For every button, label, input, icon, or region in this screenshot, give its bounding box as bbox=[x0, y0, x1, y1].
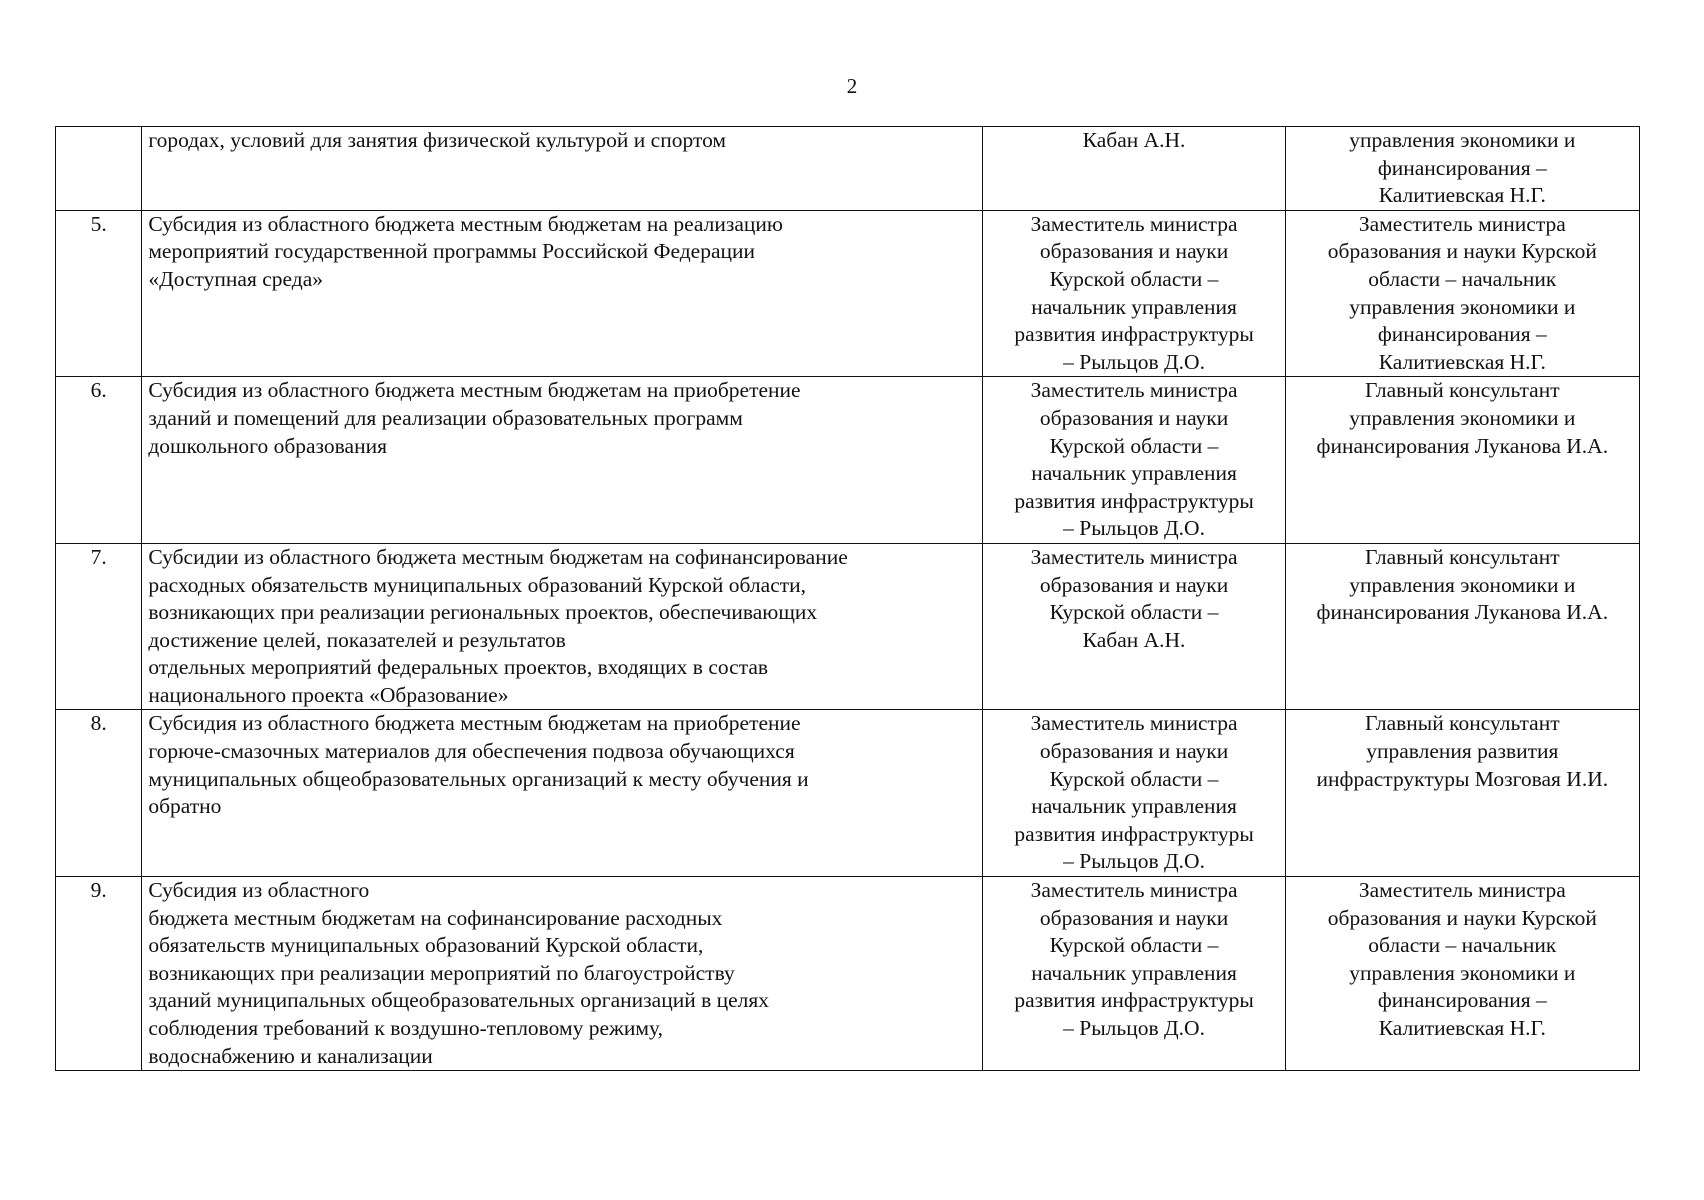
responsible-official-text: Заместитель министра образования и науки Курской области – начальник управления развития инфраструктуры – Рыльцов Д.О. bbox=[1014, 211, 1254, 374]
subsidy-description bbox=[142, 377, 983, 544]
responsible-official bbox=[983, 210, 1285, 377]
executor bbox=[1285, 127, 1639, 211]
responsible-official bbox=[983, 710, 1285, 877]
subsidy-description-text: Субсидия из областного бюджета местным бюджетам на реализацию мероприятий государственной программы Российской Федерации «Доступная среда» bbox=[148, 211, 783, 291]
responsible-official bbox=[983, 543, 1285, 710]
executor bbox=[1285, 377, 1639, 544]
row-number-text: 8. bbox=[90, 711, 107, 736]
executor-text: управления экономики и финансирования – Калитиевская Н.Г. bbox=[1349, 128, 1576, 208]
executor bbox=[1285, 543, 1639, 710]
subsidy-description bbox=[142, 127, 983, 211]
subsidy-description-text: городах, условий для занятия физической культурой и спортом bbox=[148, 128, 727, 152]
subsidy-description bbox=[142, 543, 983, 710]
row-number bbox=[56, 543, 142, 710]
responsibility-table bbox=[55, 126, 1640, 1071]
subsidy-description-text: Субсидия из областного бюджета местным бюджетам на приобретение горюче-смазочных материалов для обеспечения подвоза обучающихся муниципальных общеобразовательных организаций к месту обучения и обратно bbox=[148, 711, 809, 819]
executor bbox=[1285, 877, 1639, 1071]
table-row bbox=[56, 710, 1640, 877]
subsidy-description bbox=[142, 877, 983, 1071]
responsible-official bbox=[983, 127, 1285, 211]
subsidy-description-text: Субсидия из областного бюджета местным бюджетам на софинансирование расходных обязательств муниципальных образований Курской области, возникающих при реализации мероприятий по благоустройству зданий муниципальных общеобразовательных организаций в целях соблюдения требований к воздушно-тепловому режиму, водоснабжению и канализации bbox=[148, 878, 770, 1068]
executor bbox=[1285, 710, 1639, 877]
responsible-official-text: Заместитель министра образования и науки Курской области – начальник управления развития инфраструктуры – Рыльцов Д.О. bbox=[1014, 378, 1254, 541]
table-row bbox=[56, 377, 1640, 544]
row-number-text: 7. bbox=[90, 544, 107, 569]
row-number-text: 6. bbox=[90, 378, 107, 403]
executor-text: Главный консультант управления экономики и финансирования Луканова И.А. bbox=[1316, 544, 1609, 625]
responsible-official-text: Заместитель министра образования и науки Курской области – Кабан А.Н. bbox=[1030, 544, 1238, 652]
table-row bbox=[56, 543, 1640, 710]
executor-text: Заместитель министра образования и науки Курской области – начальник управления экономики и финансирования – Калитиевская Н.Г. bbox=[1327, 878, 1597, 1040]
table-row bbox=[56, 127, 1640, 211]
executor-text: Главный консультант управления развития инфраструктуры Мозговая И.И. bbox=[1316, 711, 1609, 791]
responsible-official-text: Заместитель министра образования и науки Курской области – начальник управления развития инфраструктуры – Рыльцов Д.О. bbox=[1014, 878, 1254, 1040]
executor-text: Заместитель министра образования и науки Курской области – начальник управления экономики и финансирования – Калитиевская Н.Г. bbox=[1327, 211, 1597, 374]
responsible-official bbox=[983, 377, 1285, 544]
table-row bbox=[56, 877, 1640, 1071]
row-number bbox=[56, 377, 142, 544]
subsidy-description bbox=[142, 210, 983, 377]
row-number bbox=[56, 127, 142, 211]
row-number bbox=[56, 877, 142, 1071]
subsidy-description bbox=[142, 710, 983, 877]
row-number-text: 9. bbox=[90, 878, 107, 903]
responsible-official-text: Кабан А.Н. bbox=[1082, 128, 1186, 152]
responsible-official bbox=[983, 877, 1285, 1071]
subsidy-description-text: Субсидия из областного бюджета местным бюджетам на приобретение зданий и помещений для реализации образовательных программ дошкольного образования bbox=[148, 378, 801, 458]
row-number-text: 5. bbox=[90, 211, 107, 236]
row-number bbox=[56, 710, 142, 877]
executor-text: Главный консультант управления экономики и финансирования Луканова И.А. bbox=[1316, 378, 1609, 458]
responsible-official-text: Заместитель министра образования и науки Курской области – начальник управления развития инфраструктуры – Рыльцов Д.О. bbox=[1014, 711, 1254, 874]
subsidy-description-text: Субсидии из областного бюджета местным бюджетам на софинансирование расходных обязательств муниципальных образований Курской области, возникающих при реализации региональных проектов, обеспечивающих достижение целей, показателей и результатов отдельных мероприятий федеральных проектов, входящих в состав национального проекта «Образование» bbox=[148, 544, 848, 707]
executor bbox=[1285, 210, 1639, 377]
row-number bbox=[56, 210, 142, 377]
table-row bbox=[56, 210, 1640, 377]
page-number: 2 bbox=[846, 74, 858, 98]
